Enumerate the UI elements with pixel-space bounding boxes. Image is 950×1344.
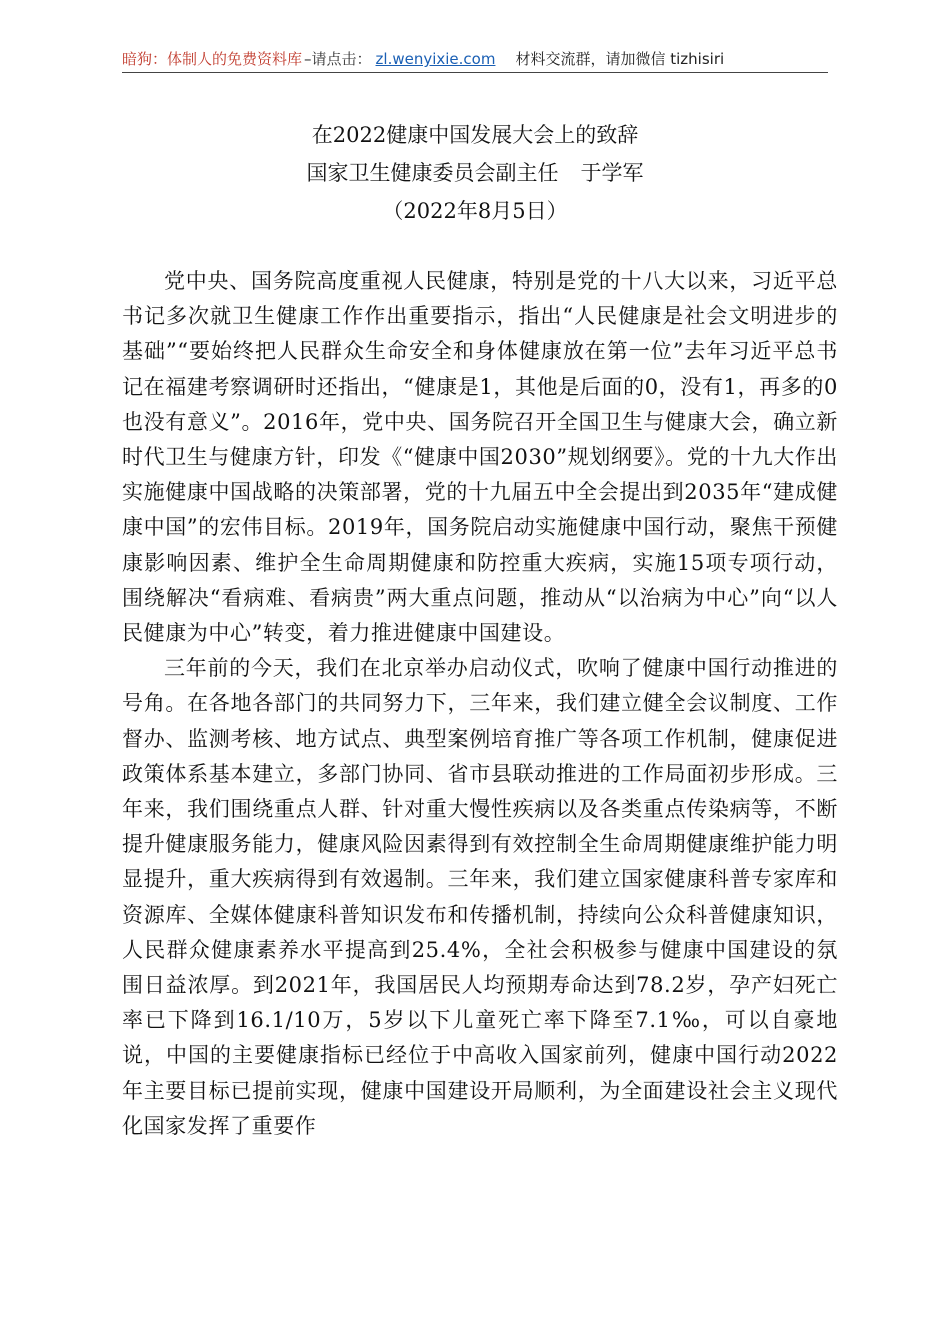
body-paragraph-1: 党中央、国务院高度重视人民健康，特别是党的十八大以来，习近平总书记多次就卫生健康工作作出重要指示，指出“人民健康是社会文明进步的基础”“要始终把人民群众生命安全和身体健康放在第一位”去年习近平总书记在福建考察调研时还指出，“健康是1，其他是后面的0，没有1，再多的0也没有意义”。2016年，党中央、国务院召开全国卫生与健康大会，确立新时代卫生与健康方针，印发《“健康中国2030”规划纲要》。党的十九大作出实施健康中国战略的决策部署，党的十九届五中全会提出到2035年“建成健康中国”的宏伟目标。2019年，国务院启动实施健康中国行动，聚焦干预健康影响因素、维护全生命周期健康和防控重大疾病，实施15项专项行动，围绕解决“看病难、看病贵”两大重点问题，推动从“以治病为中心”向“以人民健康为中心”转变，着力推进健康中国建设。	[122, 269, 839, 646]
title-block	[122, 116, 828, 230]
speaker-name: 于学军	[580, 161, 644, 185]
header-separator: –请点击：	[304, 50, 372, 68]
speaker-role: 国家卫生健康委员会副主任	[306, 161, 559, 185]
header-link[interactable]: zl.wenyixie.com	[375, 50, 496, 68]
speech-date: （2022年8月5日）	[382, 199, 568, 223]
speaker-line	[122, 154, 828, 192]
page-header	[122, 46, 828, 72]
document-body	[122, 264, 838, 1144]
header-divider	[122, 72, 828, 73]
document-title: 在2022健康中国发展大会上的致辞	[311, 123, 639, 147]
header-brand: 暗狗：体制人的免费资料库	[122, 50, 303, 68]
header-contact: 材料交流群，请加微信 tizhisiri	[515, 50, 725, 68]
body-paragraph-2: 三年前的今天，我们在北京举办启动仪式，吹响了健康中国行动推进的号角。在各地各部门的共同努力下，三年来，我们建立健全会议制度、工作督办、监测考核、地方试点、典型案例培育推广等各项工作机制，健康促进政策体系基本建立，多部门协同、省市县联动推进的工作局面初步形成。三年来，我们围绕重点人群、针对重大慢性疾病以及各类重点传染病等，不断提升健康服务能力，健康风险因素得到有效控制全生命周期健康维护能力明显提升，重大疾病得到有效遏制。三年来，我们建立国家健康科普专家库和资源库、全媒体健康科普知识发布和传播机制，持续向公众科普健康知识，人民群众健康素养水平提高到25.4%，全社会积极参与健康中国建设的氛围日益浓厚。到2021年，我国居民人均预期寿命达到78.2岁，孕产妇死亡率已下降到16.1/10万，5岁以下儿童死亡率下降至7.1‰，可以自豪地说，中国的主要健康指标已经位于中高收入国家前列，健康中国行动2022年主要目标已提前实现，健康中国建设开局顺利，为全面建设社会主义现代化国家发挥了重要作	[122, 656, 838, 1138]
